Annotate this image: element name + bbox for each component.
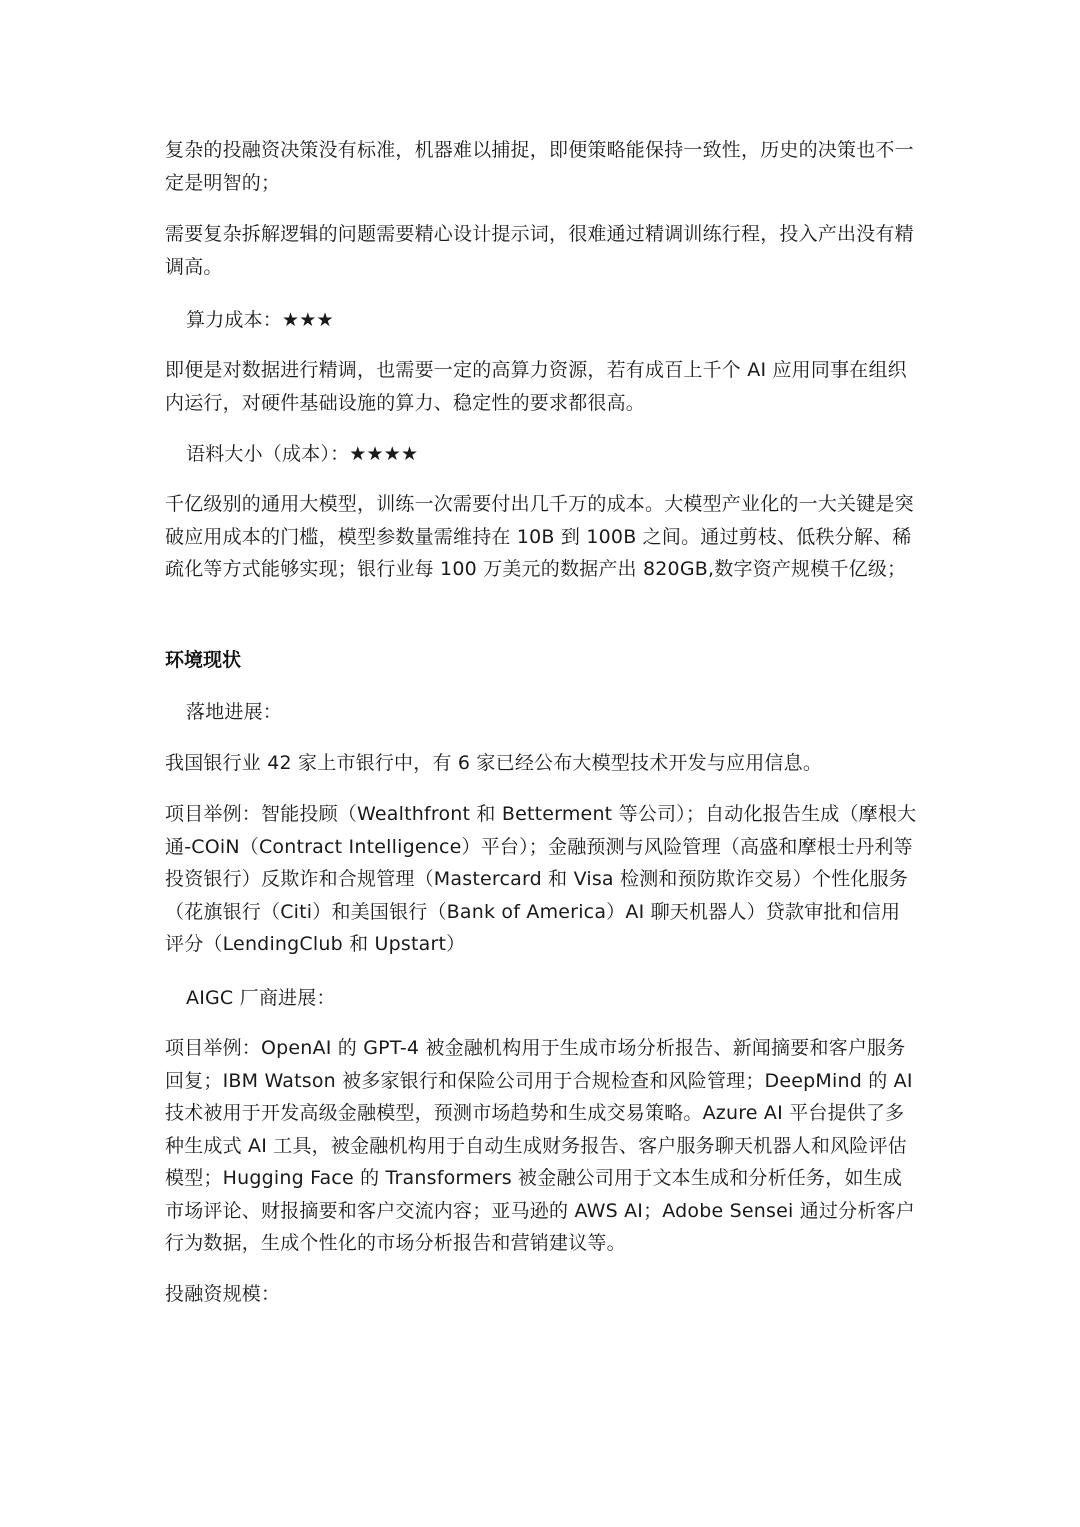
subheading-aigc-vendor-progress: AIGC 厂商进展： [186,987,336,1009]
paragraph-decision-standards: 复杂的投融资决策没有标准，机器难以捕捉，即便策略能保持一致性，历史的决策也不一定是明智的； [165,139,914,194]
subheading-deployment-progress: 落地进展： [186,701,283,723]
rating-corpus-size: 语料大小（成本）：★★★★ [186,443,419,465]
paragraph-prompt-design: 需要复杂拆解逻辑的问题需要精心设计提示词，很难通过精调训练行程，投入产出没有精调高。 [165,223,914,278]
paragraph-model-cost: 千亿级别的通用大模型，训练一次需要付出几千万的成本。大模型产业化的一大关键是突破应用成本的门槛，模型参数量需维持在 10B 到 100B 之间。通过剪枝、低秩分解、稀疏化等方式能够实现；银行业每 100 万美元的数据产出 820GB,数字资产规模千亿级； [165,493,914,580]
paragraph-project-examples-banks: 项目举例：智能投顾（Wealthfront 和 Betterment 等公司）；自动化报告生成（摩根大通-COiN（Contract Intelligence）平台）；金融预测与风险管理（高盛和摩根士丹利等投资银行）反欺诈和合规管理（Mastercard 和 Visa 检测和预防欺诈交易）个性化服务（花旗银行（Citi）和美国银行（Bank of America）AI 聊天机器人）贷款审批和信用评分（LendingClub 和 Upstart） [165,803,917,955]
paragraph-compute-resources: 即便是对数据进行精调，也需要一定的高算力资源，若有成百上千个 AI 应用同事在组织内运行，对硬件基础设施的算力、稳定性的要求都很高。 [165,359,907,414]
subheading-investment-scale: 投融资规模： [165,1283,281,1305]
section-heading-environment: 环境现状 [165,649,242,671]
rating-compute-cost: 算力成本：★★★ [186,309,334,331]
paragraph-project-examples-vendors: 项目举例：OpenAI 的 GPT-4 被金融机构用于生成市场分析报告、新闻摘要和客户服务回复；IBM Watson 被多家银行和保险公司用于合规检查和风险管理；DeepMind 的 AI 技术被用于开发高级金融模型，预测市场趋势和生成交易策略。Azure AI 平台提供了多种生成式 AI 工具，被金融机构用于自动生成财务报告、客户服务聊天机器人和风险评估模型；Hugging Face 的 Transformers 被金融公司用于文本生成和分析任务，如生成市场评论、财报摘要和客户交流内容；亚马逊的 AWS AI；Adobe Sensei 通过分析客户行为数据，生成个性化的市场分析报告和营销建议等。 [165,1037,915,1254]
paragraph-bank-statistics: 我国银行业 42 家上市银行中，有 6 家已经公布大模型技术开发与应用信息。 [165,752,823,774]
